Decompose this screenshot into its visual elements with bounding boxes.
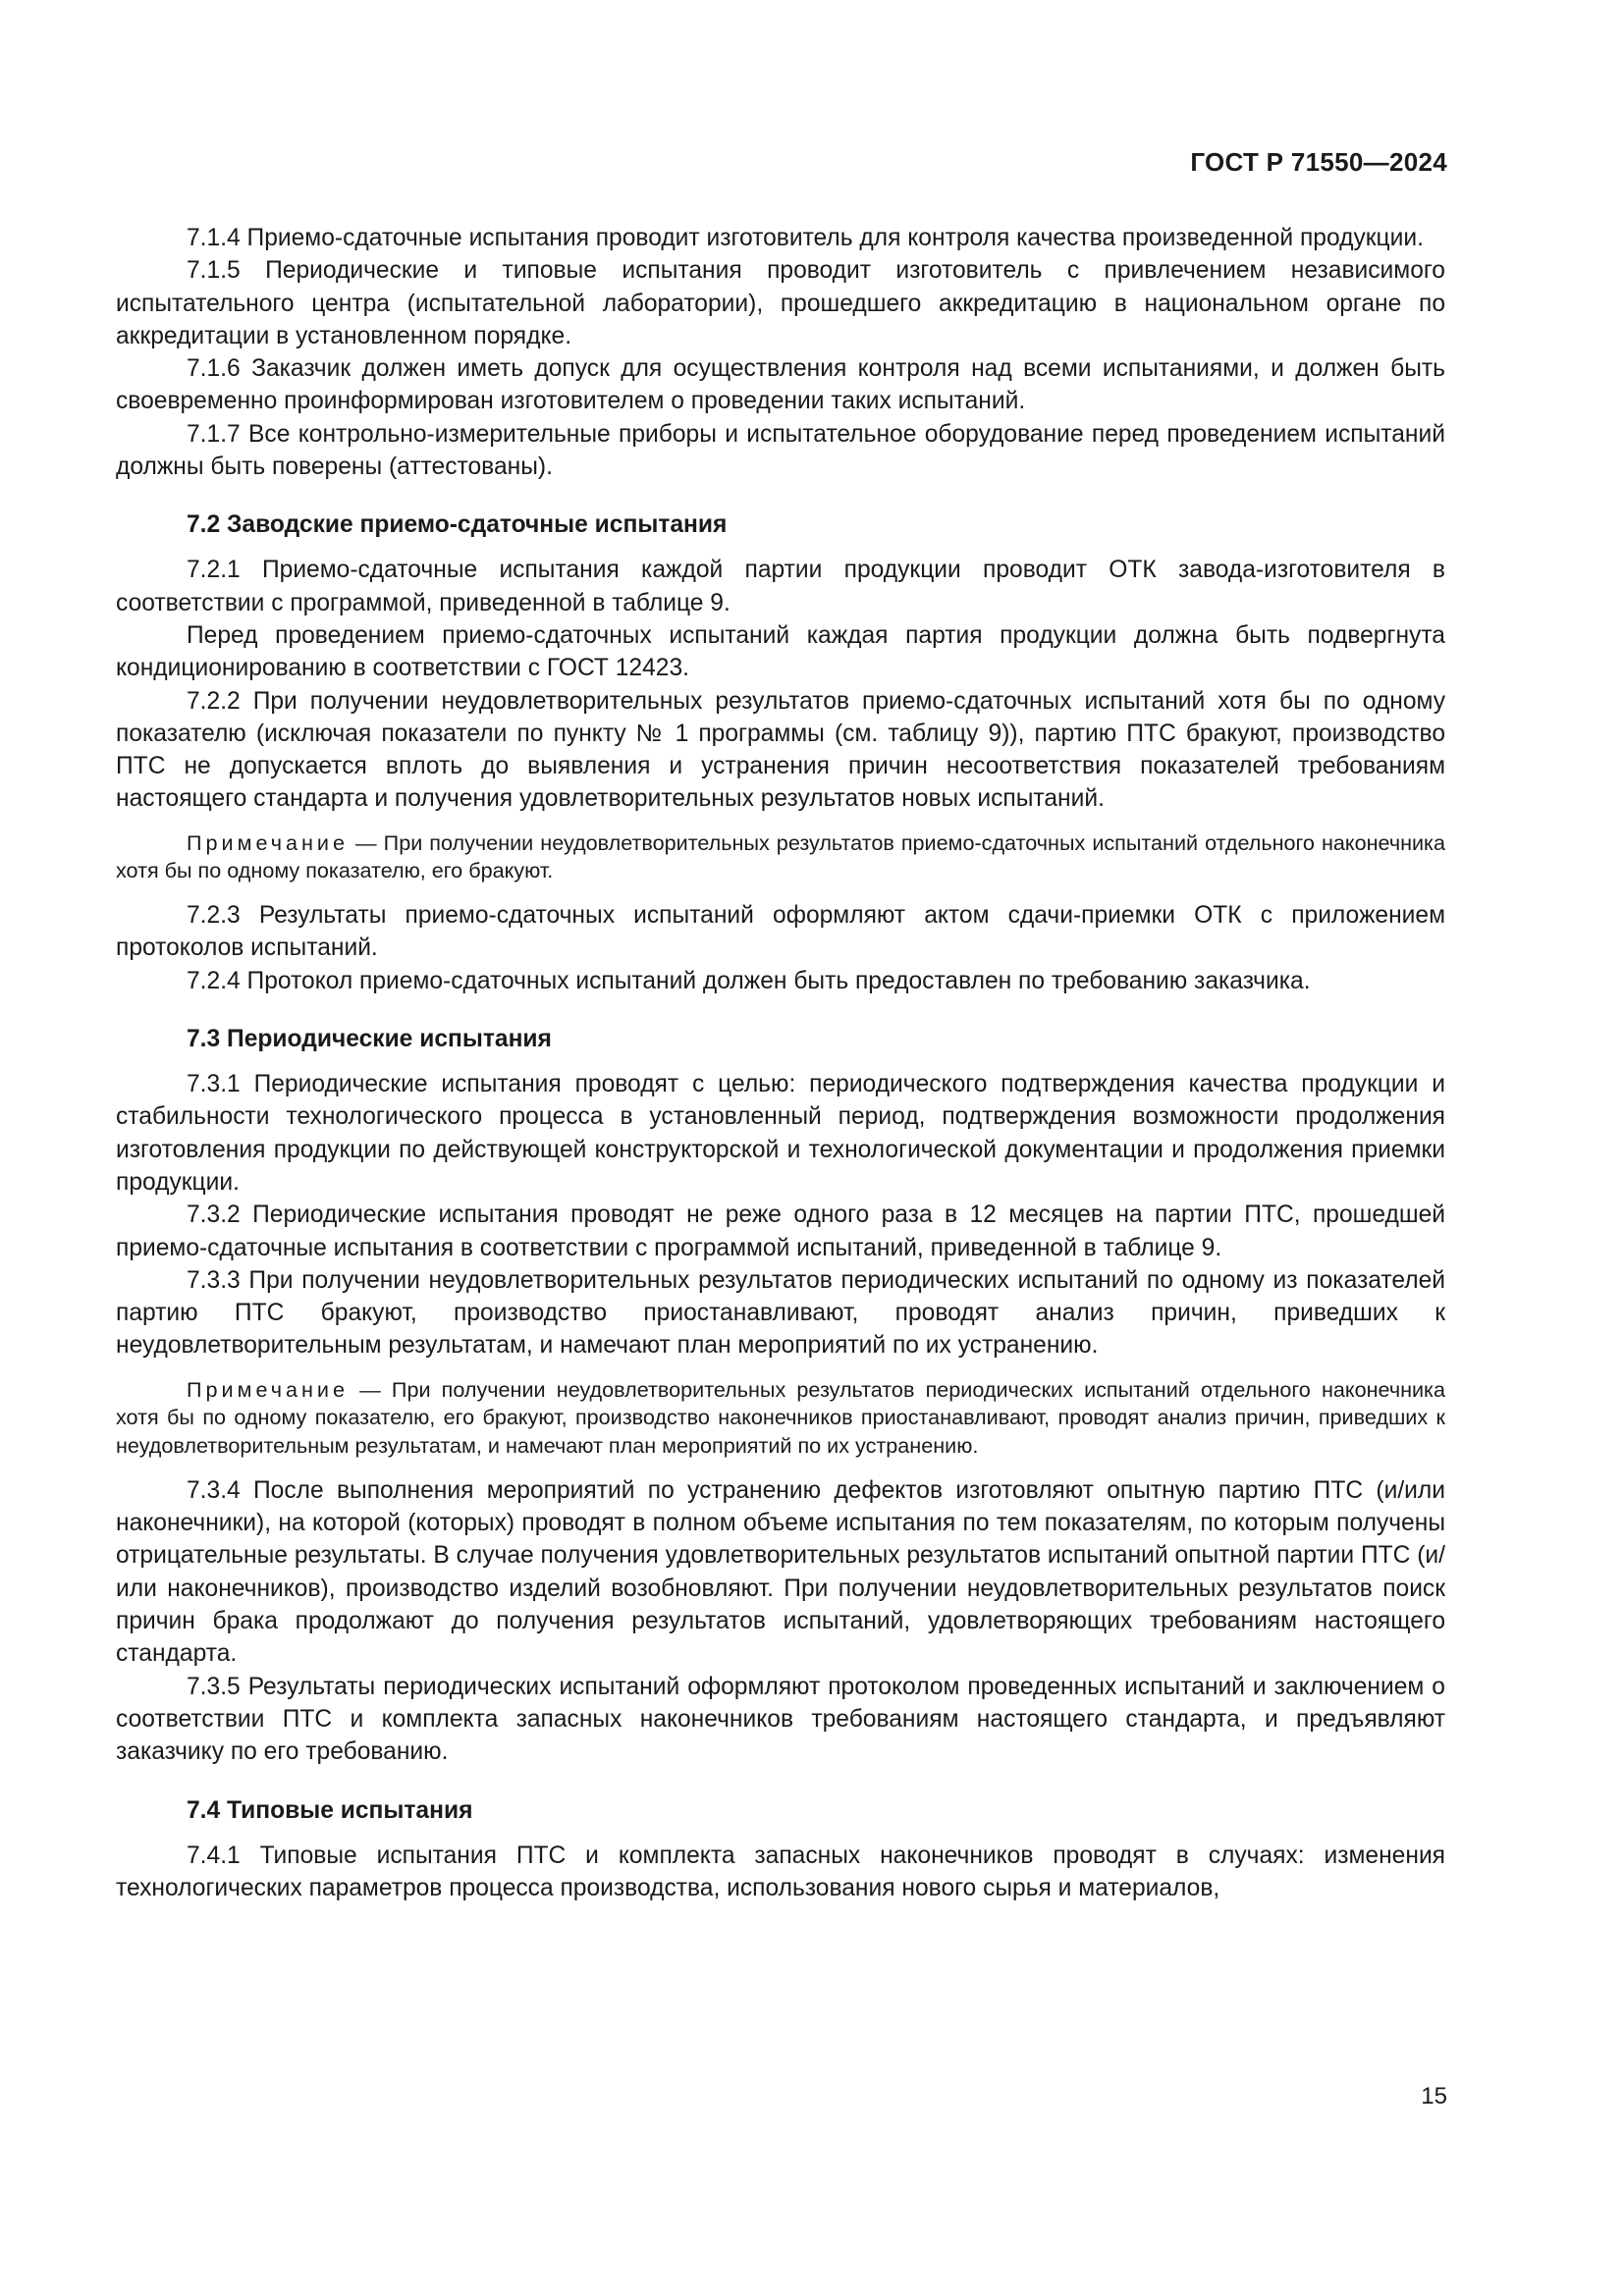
page-number: 15 <box>1421 2083 1447 2109</box>
paragraph-7-1-5: 7.1.5 Периодические и типовые испытания проводит изготовитель с привлечением независимого испытательного центра (испытательной лаборатории), прошедшего аккредитацию в национальном органе по аккредитации в установленном порядке. <box>116 257 1445 349</box>
paragraph-7-3-4: 7.3.4 После выполнения мероприятий по устранению дефектов изготовляют опытную партию ПТС (и/или наконечники), на которой (которых) проводят в полном объеме испытания по тем показателям, по которым получены отрицательные результаты. В случае получения удовлетворительных результатов испытаний опытной партии ПТС (и/или наконечников), производство изделий возобновляют. При получении неудовлетворительных результатов поиск причин брака продолжают до получения результатов испытаний, удовлетворяющих требованиям настоящего стандарта. <box>116 1476 1445 1668</box>
paragraph-7-3-2: 7.3.2 Периодические испытания проводят не реже одного раза в 12 месяцев на партии ПТС, прошедшей приемо-сдаточные испытания в соответствии с программой испытаний, приведенной в таблице 9. <box>116 1201 1445 1261</box>
paragraph-7-1-4: 7.1.4 Приемо-сдаточные испытания проводит изготовитель для контроля качества произведенной продукции. <box>187 225 1424 251</box>
heading-7-2: 7.2 Заводские приемо-сдаточные испытания <box>187 511 728 539</box>
document-code-header: ГОСТ Р 71550—2024 <box>1190 147 1447 177</box>
paragraph-7-2-4: 7.2.4 Протокол приемо-сдаточных испытаний должен быть предоставлен по требованию заказчика. <box>187 967 1311 994</box>
paragraph-7-2-2: 7.2.2 При получении неудовлетворительных результатов приемо-сдаточных испытаний хотя бы по одному показателю (исключая показатели по пункту № 1 программы (см. таблицу 9)), партию ПТС бракуют, производство ПТС не допускается вплоть до выявления и устранения причин несоответствия показателей требованиям настоящего стандарта и получения удовлетворительных результатов новых испытаний. <box>116 687 1445 813</box>
note-label: Примечание <box>187 1376 349 1402</box>
note-text: — При получении неудовлетворительных результатов периодических испытаний отдельного наконечника хотя бы по одному показателю, его бракуют, производство наконечников приостанавливают, проводят анализ причин, приведших к неудовлетворительным результатам, и намечают план мероприятий по их устранению. <box>116 1376 1445 1459</box>
paragraph-7-4-1: 7.4.1 Типовые испытания ПТС и комплекта запасных наконечников проводят в случаях: изменения технологических параметров процесса производства, использования нового сырья и материалов, <box>116 1842 1445 1901</box>
paragraph-7-2-1: 7.2.1 Приемо-сдаточные испытания каждой партии продукции проводит ОТК завода-изготовителя в соответствии с программой, приведенной в таблице 9. <box>116 557 1445 616</box>
paragraph-7-3-1: 7.3.1 Периодические испытания проводят с целью: периодического подтверждения качества продукции и стабильности технологического процесса в установленный период, подтверждения возможности продолжения изготовления продукции по действующей конструкторской и технологической документации и продолжения приемки продукции. <box>116 1071 1445 1196</box>
note-text: — При получении неудовлетворительных результатов приемо-сдаточных испытаний отдельного наконечника хотя бы по одному показателю, его бракуют. <box>116 829 1445 883</box>
note-label: Примечание <box>187 829 349 855</box>
paragraph-conditioning: Перед проведением приемо-сдаточных испытаний каждая партия продукции должна быть подвергнута кондиционированию в соответствии с ГОСТ 12423. <box>116 621 1445 682</box>
note-7-3 <box>116 1376 1445 1461</box>
paragraph-7-3-5: 7.3.5 Результаты периодических испытаний оформляют протоколом проведенных испытаний и заключением о соответствии ПТС и комплекта запасных наконечников требованиям настоящего стандарта, и предъявляют заказчику по его требованию. <box>116 1673 1445 1766</box>
document-body <box>116 222 1445 1904</box>
heading-7-3: 7.3 Периодические испытания <box>187 1026 552 1053</box>
note-7-2 <box>116 829 1445 885</box>
paragraph-7-2-3: 7.2.3 Результаты приемо-сдаточных испытаний оформляют актом сдачи-приемки ОТК с приложением протоколов испытаний. <box>116 902 1445 962</box>
paragraph-7-1-6: 7.1.6 Заказчик должен иметь допуск для осуществления контроля над всеми испытаниями, и должен быть своевременно проинформирован изготовителем о проведении таких испытаний. <box>116 355 1445 415</box>
heading-7-4: 7.4 Типовые испытания <box>187 1796 473 1824</box>
paragraph-7-1-7: 7.1.7 Все контрольно-измерительные приборы и испытательное оборудование перед проведением испытаний должны быть поверены (аттестованы). <box>116 420 1445 481</box>
paragraph-7-3-3: 7.3.3 При получении неудовлетворительных результатов периодических испытаний по одному из показателей партию ПТС бракуют, производство приостанавливают, проводят анализ причин, приведших к неудовлетворительным результатам, и намечают план мероприятий по их устранению. <box>116 1266 1445 1360</box>
